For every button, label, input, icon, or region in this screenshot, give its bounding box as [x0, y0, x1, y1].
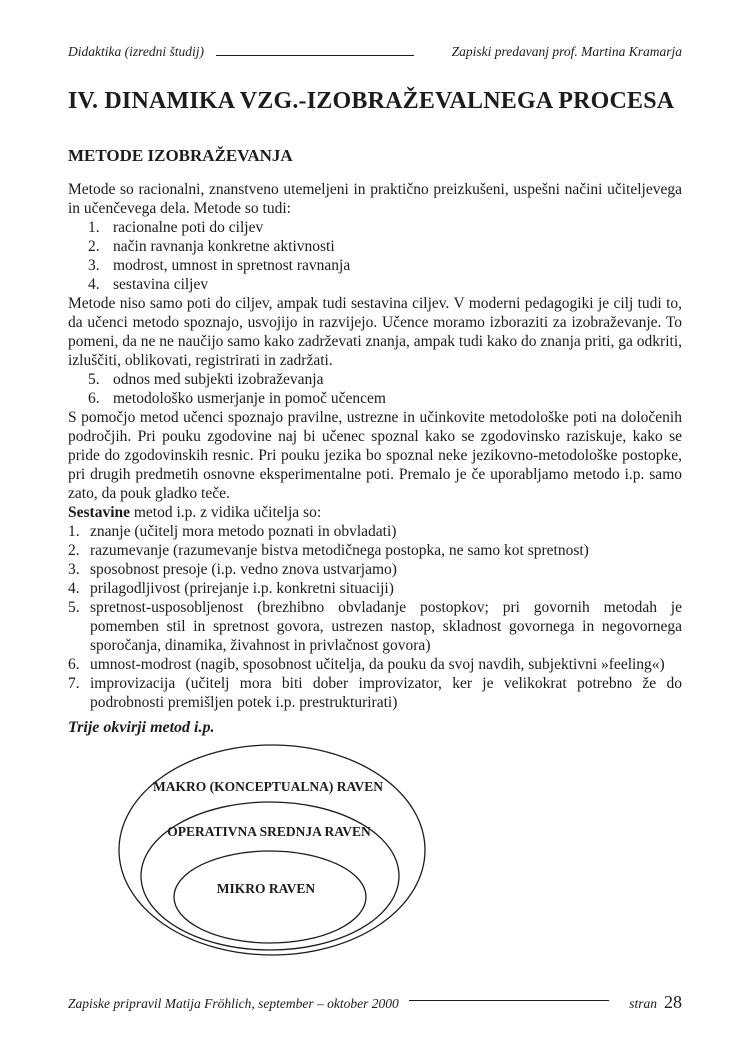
list-item — [88, 256, 682, 275]
list-item-number: 7. — [68, 675, 80, 692]
list-item — [68, 598, 682, 655]
list-sestavine — [68, 522, 682, 712]
list-item-text: razumevanje (razumevanje bistva metodičnega postopka, ne samo kot spretnost) — [90, 542, 589, 559]
list-item — [68, 674, 682, 712]
levels-diagram — [68, 737, 498, 969]
diagram-caption: Trije okvirji metod i.p. — [68, 719, 215, 736]
footer-page-label: stran — [629, 996, 657, 1011]
paragraph-methods-value: S pomočjo metod učenci spoznajo pravilne, ustrezne in učinkovite metodološke poti na določenih področjih. Pri pouku zgodovine naj bi učenec spoznal kako se zgodovinsko raziskuje, kako se pride do zgodovinskih resnic. Pri pouku jezika bo spoznal neke jezikovno-metodološke postopke, pri drugih predmetih osnovne eksperimentalne poti. Premalo je če uporabljamo metodo i.p. samo zato, da pouk gladko teče. — [68, 409, 682, 502]
paragraph-methods-middle: Metode niso samo poti do ciljev, ampak tudi sestavina ciljev. V moderni pedagogiki je cilj tudi to, da učenci metodo spoznajo, usvojijo in razvijejo. Učence moramo izboraziti za izobraževanje. To pomeni, da ne ne naučijo samo kako zadrževati znanja, ampak tudi kako do znanja priti, ga odkriti, izluščiti, oblikovati, registrirati in zadržati. — [68, 295, 682, 369]
list-item-number: 4. — [68, 580, 80, 597]
list-item-number: 3. — [88, 257, 100, 274]
header-right-text: Zapiski predavanj prof. Martina Kramarja — [451, 44, 682, 59]
list-item-text: improvizacija (učitelj mora biti dober improvizator, ker je velikokrat potrebno že do podrobnosti premišljen potek i.p. prestrukturirati) — [90, 675, 682, 711]
footer-rule — [409, 1000, 610, 1001]
list-item-text: odnos med subjekti izobraževanja — [113, 371, 324, 388]
list-item-number: 2. — [68, 542, 80, 559]
page-footer — [68, 992, 682, 1013]
list-item — [88, 389, 682, 408]
list-item — [68, 522, 682, 541]
list-item-text: metodološko usmerjanje in pomoč učencem — [113, 390, 386, 407]
list-item — [88, 237, 682, 256]
list-item — [88, 275, 682, 294]
list-item-number: 5. — [68, 599, 80, 616]
list-item-text: sestavina ciljev — [113, 276, 209, 293]
list-item — [88, 218, 682, 237]
list-item-text: sposobnost presoje (i.p. vedno znova ustvarjamo) — [90, 561, 397, 578]
list-item-number: 5. — [88, 371, 100, 388]
list-item-number: 4. — [88, 276, 100, 293]
list-item-number: 2. — [88, 238, 100, 255]
list-method-roles-1 — [68, 218, 682, 294]
header-left-text: Didaktika (izredni študij) — [68, 44, 204, 59]
list-item-text: umnost-modrost (nagib, sposobnost učitelja, da pouku da svoj navdih, subjektivni »feeling«) — [90, 656, 665, 673]
list-item — [68, 541, 682, 560]
footer-page-number: 28 — [664, 992, 682, 1012]
list-item — [68, 579, 682, 598]
sestavine-lead-rest: metod i.p. z vidika učitelja so: — [130, 504, 322, 521]
list-method-roles-2 — [68, 370, 682, 408]
diagram-label-makro: MAKRO (KONCEPTUALNA) RAVEN — [152, 779, 384, 794]
page-header — [68, 44, 682, 60]
header-rule — [216, 55, 414, 56]
page-title: IV. DINAMIKA VZG.-IZOBRAŽEVALNEGA PROCESA — [68, 88, 675, 114]
section-heading: METODE IZOBRAŽEVANJA — [68, 146, 293, 165]
list-item-text: spretnost-usposobljenost (brezhibno obvladanje postopkov; pri govornih metodah je pomemben stil in spretnost govora, ustrezen nastop, skladnost govornega in negovornega sporočanja, dinamika, živahnost in privlačnost govora) — [90, 599, 682, 654]
body-text — [68, 180, 682, 969]
list-item-number: 6. — [88, 390, 100, 407]
ellipse-makro-raven — [119, 745, 425, 955]
sestavine-lead-bold: Sestavine — [68, 504, 130, 521]
diagram-label-operativna: OPERATIVNA SREDNJA RAVEN — [167, 824, 371, 839]
list-item-number: 1. — [88, 219, 100, 236]
ellipse-mikro-raven — [174, 851, 366, 943]
list-item-text: racionalne poti do ciljev — [113, 219, 264, 236]
list-item-text: način ravnanja konkretne aktivnosti — [113, 238, 335, 255]
list-item — [68, 560, 682, 579]
list-item-number: 1. — [68, 523, 80, 540]
footer-author-text: Zapiske pripravil Matija Fröhlich, september – oktober 2000 — [68, 996, 399, 1011]
paragraph-methods-intro: Metode so racionalni, znanstveno utemeljeni in praktično preizkušeni, uspešni načini učiteljevega in učenčevega dela. Metode so tudi: — [68, 181, 682, 217]
list-item — [88, 370, 682, 389]
list-item-text: prilagodljivost (prirejanje i.p. konkretni situaciji) — [90, 580, 394, 597]
diagram-label-mikro: MIKRO RAVEN — [216, 881, 316, 896]
list-item-number: 6. — [68, 656, 80, 673]
sestavine-lead — [68, 503, 682, 522]
list-item-text: modrost, umnost in spretnost ravnanja — [113, 257, 351, 274]
list-item — [68, 655, 682, 674]
list-item-text: znanje (učitelj mora metodo poznati in obvladati) — [90, 523, 397, 540]
list-item-number: 3. — [68, 561, 80, 578]
